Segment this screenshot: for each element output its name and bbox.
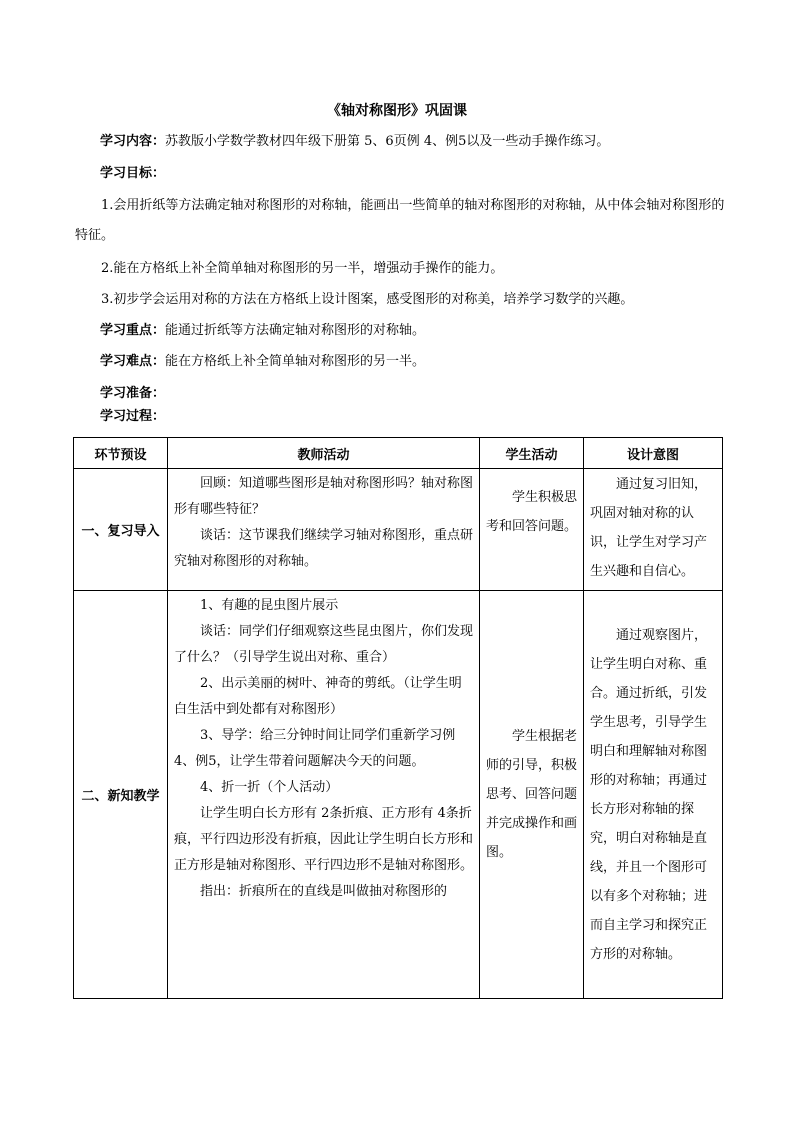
table-row: [74, 591, 723, 999]
objective-1: 1.会用折纸等方法确定轴对称图形的对称轴，能画出一些简单的轴对称图形的对称轴，从中体会轴对称图形的特征。: [75, 198, 725, 243]
preparation: [100, 383, 165, 405]
table-header-row: [74, 438, 723, 469]
objectives-label: 学习目标：: [100, 166, 166, 181]
teacher-paragraph: 谈话：这节课我们继续学习轴对称图形，重点研究轴对称图形的对称轴。: [174, 528, 474, 569]
difficulty: [100, 351, 425, 373]
objectives-heading: [100, 163, 165, 185]
learning-content-label: 学习内容：: [100, 134, 166, 149]
teacher-paragraph: 1、有趣的昆虫图片展示: [200, 598, 339, 613]
teacher-paragraph: 3、导学：给三分钟时间让同学们重新学习例4、例5，让学生带着问题解决今天的问题。: [174, 728, 456, 769]
difficulty-label: 学习难点：: [100, 354, 166, 369]
stage-cell: 二、新知教学: [74, 591, 168, 999]
process: [100, 406, 165, 428]
teacher-paragraph: 2、出示美丽的树叶、神奇的剪纸。（让学生明白生活中到处都有对称图形）: [174, 676, 462, 717]
table-row: [74, 469, 723, 591]
difficulty-text: 能在方格纸上补全简单轴对称图形的另一半。: [165, 354, 426, 369]
objective-2: 2.能在方格纸上补全简单轴对称图形的另一半，增强动手操作的能力。: [101, 261, 504, 276]
design-intent-cell: [584, 469, 723, 591]
lesson-plan-table: [73, 437, 723, 999]
student-paragraph: 学生积极思考和回答问题。: [486, 490, 578, 534]
header-stage: 环节预设: [74, 438, 168, 469]
objective-3: 3.初步学会运用对称的方法在方格纸上设计图案，感受图形的对称美，培养学习数学的兴趣。: [101, 292, 634, 307]
header-student: 学生活动: [480, 438, 584, 469]
key-point-text: 能通过折纸等方法确定轴对称图形的对称轴。: [165, 323, 426, 338]
teacher-paragraph: 回顾：知道哪些图形是轴对称图形吗？轴对称图形有哪些特征？: [174, 476, 474, 517]
design-paragraph: 通过复习旧知，巩固对轴对称的认识，让学生对学习产生兴趣和自信心。: [590, 477, 708, 579]
teacher-paragraph: 4、折一折（个人活动）: [200, 780, 339, 795]
stage-cell: 一、复习导入: [74, 469, 168, 591]
teacher-activity-cell: [168, 469, 480, 591]
student-activity-cell: [480, 469, 584, 591]
header-design: 设计意图: [584, 438, 723, 469]
preparation-label: 学习准备：: [100, 386, 166, 401]
design-paragraph: 通过观察图片，让学生明白对称、重合。通过折纸，引发学生思考，引导学生明白和理解轴对称图形的对称轴；再通过长方形对称轴的探究，明白对称轴是直线，并且一个图形可以有多个对称轴；进而自主学习和探究正方形的对称轴。: [590, 627, 708, 962]
header-teacher: 教师活动: [168, 438, 480, 469]
teacher-paragraph: 谈话：同学们仔细观察这些昆虫图片，你们发现了什么？（引导学生说出对称、重合）: [174, 624, 474, 665]
student-activity-cell: [480, 591, 584, 999]
teacher-paragraph: 指出：折痕所在的直线是叫做抽对称图形的: [200, 884, 448, 899]
document-title: 《轴对称图形》巩固课: [327, 103, 467, 119]
teacher-activity-cell: [168, 591, 480, 999]
student-paragraph: 学生根据老师的引导，积极思考、回答问题并完成操作和画图。: [486, 729, 578, 860]
learning-content: [100, 131, 609, 153]
teacher-paragraph: 让学生明白长方形有 2条折痕、正方形有 4条折痕，平行四边形没有折痕，因此让学生明白长方形和正方形是轴对称图形、平行四边形不是轴对称图形。: [174, 806, 474, 873]
design-intent-cell: [584, 591, 723, 999]
key-point-label: 学习重点：: [100, 323, 166, 338]
learning-content-text: 苏教版小学数学教材四年级下册第 5、6页例 4、例5以及一些动手操作练习。: [165, 134, 610, 149]
process-label: 学习过程：: [100, 409, 166, 424]
key-point: [100, 320, 425, 342]
